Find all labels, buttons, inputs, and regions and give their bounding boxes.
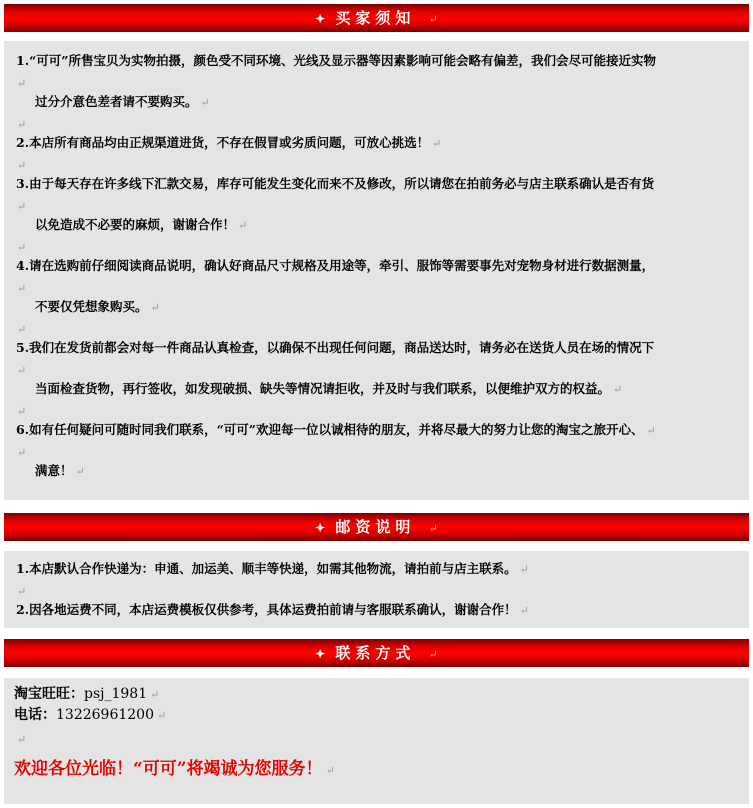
star-icon: ✦ [315,647,326,661]
notice-item-2: 2.本店所有商品均由正规渠道进货，不存在假冒或劣质问题，可放心挑选！ ↵ [16,135,442,150]
buyer-notice-panel [4,41,749,500]
phone-value[interactable]: 13226961200 [56,707,154,723]
contact-banner [4,639,749,667]
postage-banner [4,513,749,541]
return-mark-icon: ↵ [428,648,438,661]
wangwang-value[interactable]: psj_1981 [84,686,148,702]
return-mark-icon: ↵ [428,522,438,535]
star-icon: ✦ [315,12,326,26]
wangwang-label: 淘宝旺旺： [14,686,84,702]
notice-item-1: 1.“可可”所售宝贝为实物拍摄，颜色受不同环境、光线及显示器等因素影响可能会略有偏差，我们会尽可能接近实物 [16,53,656,68]
paragraph-mark: ↵ [17,446,27,459]
paragraph-mark: ↵ [17,585,27,598]
paragraph-mark: ↵ [17,364,27,377]
buyer-notice-title: 买家须知 [335,9,416,27]
notice-item-4-cont: 不要仅凭想象购买。 ↵ [35,299,160,314]
paragraph-mark: ↵ [17,159,27,172]
contact-title: 联系方式 [335,644,416,662]
phone-line: 电话：13226961200 ↵ [14,707,167,723]
notice-item-3-cont: 以免造成不必要的麻烦，谢谢合作！ ↵ [35,217,248,232]
phone-label: 电话： [14,707,56,723]
notice-item-3: 3.由于每天存在许多线下汇款交易，库存可能发生变化而来不及修改，所以请您在拍前务必与店主联系确认是否有货 [16,176,655,191]
postage-item-1: 1.本店默认合作快递为：申通、加运美、顺丰等快递，如需其他物流，请拍前与店主联系。 ↵ [16,561,529,576]
paragraph-mark: ↵ [17,405,27,418]
paragraph-mark: ↵ [17,200,27,213]
postage-item-2: 2.因各地运费不同，本店运费模板仅供参考，具体运费拍前请与客服联系确认，谢谢合作！ ↵ [16,602,529,617]
postage-title: 邮资说明 [335,518,416,536]
wangwang-line: 淘宝旺旺：psj_1981 ↵ [14,686,160,702]
notice-item-1-cont: 过分介意色差者请不要购买。 ↵ [35,94,210,109]
paragraph-mark: ↵ [17,77,27,90]
paragraph-mark: ↵ [17,733,27,746]
notice-item-5-cont: 当面检查货物，再行签收，如发现破损、缺失等情况请拒收，并及时与我们联系，以便维护双方的权益。 ↵ [35,381,623,396]
notice-item-6: 6.如有任何疑问可随时同我们联系，“可可”欢迎每一位以诚相待的朋友，并将尽最大的努力让您的淘宝之旅开心、 ↵ [16,422,656,437]
paragraph-mark: ↵ [17,323,27,336]
welcome-message: 欢迎各位光临！“可可”将竭诚为您服务！ ↵ [14,759,335,779]
notice-item-6-cont: 满意！ ↵ [35,463,85,478]
paragraph-mark: ↵ [17,282,27,295]
contact-panel [4,678,749,804]
return-mark-icon: ↵ [428,13,438,26]
postage-panel [4,551,749,628]
notice-item-5: 5.我们在发货前都会对每一件商品认真检查，以确保不出现任何问题，商品送达时，请务必在送货人员在场的情况下 [16,340,655,355]
paragraph-mark: ↵ [17,241,27,254]
notice-item-4: 4.请在选购前仔细阅读商品说明，确认好商品尺寸规格及用途等，牵引、服饰等需要事先对宠物身材进行数据测量， [16,258,655,273]
star-icon: ✦ [315,521,326,535]
paragraph-mark: ↵ [17,118,27,131]
buyer-notice-banner [4,4,749,32]
